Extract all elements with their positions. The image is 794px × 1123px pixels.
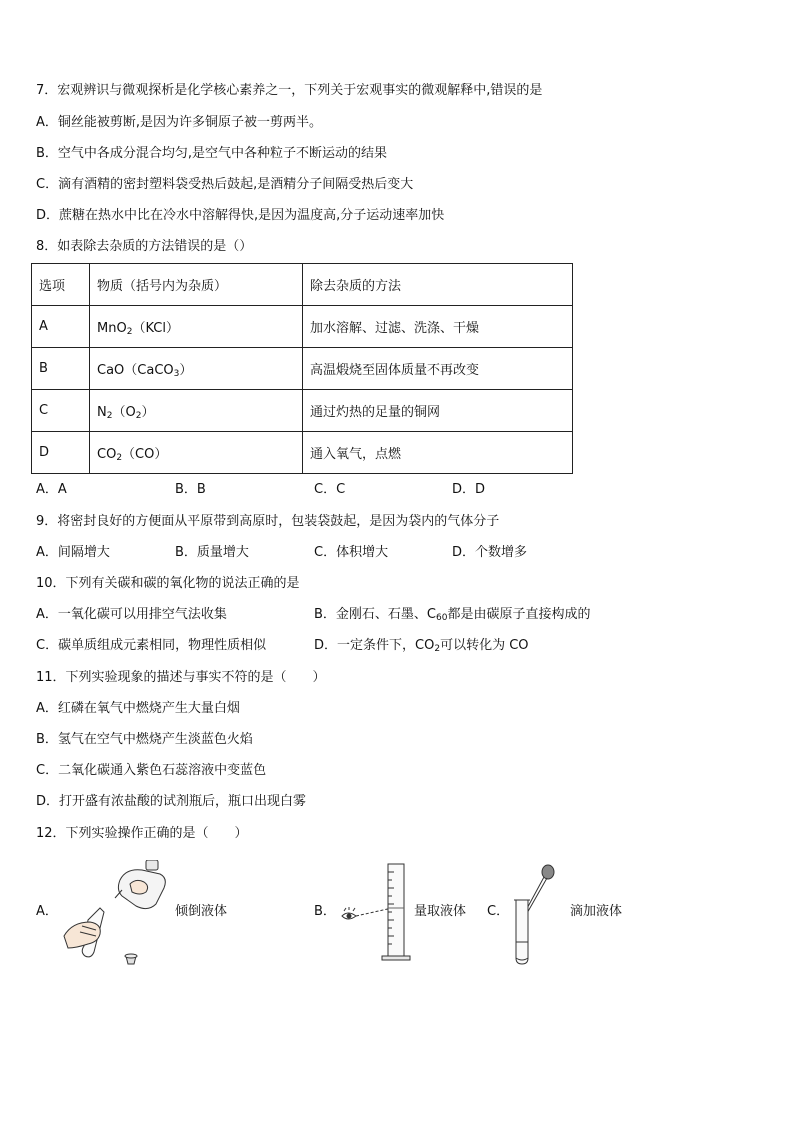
table-row — [32, 432, 573, 474]
subscript: 2 — [126, 326, 133, 337]
q10-answer-b — [314, 606, 590, 627]
header-option: 选项 — [32, 264, 90, 306]
formula: ） — [141, 404, 155, 420]
q8-answer-a: A．A — [36, 482, 67, 497]
header-method: 除去杂质的方法 — [303, 264, 573, 306]
q9-answer-b: B．质量增大 — [175, 545, 249, 560]
row-method: 高温煅烧至固体质量不再改变 — [303, 348, 573, 390]
formula: （KCl） — [132, 320, 179, 336]
formula: （CO） — [122, 446, 168, 462]
q8-table — [31, 263, 573, 474]
subscript: 2 — [116, 452, 123, 463]
q11-stem: 11．下列实验现象的描述与事实不符的是（ ） — [36, 670, 326, 685]
q9-answer-a: A．间隔增大 — [36, 545, 110, 560]
q10-answer-c: C．碳单质组成元素相同，物理性质相似 — [36, 638, 267, 653]
q10-answer-d — [314, 637, 529, 658]
row-method: 加水溶解、过滤、洗涤、干燥 — [303, 306, 573, 348]
subscript: 3 — [173, 368, 180, 379]
q8-answer-b: B．B — [175, 482, 206, 497]
text: B．金刚石、石墨、C — [314, 607, 436, 622]
q9-answer-d: D．个数增多 — [452, 545, 528, 560]
q7-stem: 7．宏观辨识与微观探析是化学核心素养之一，下列关于宏观事实的微观解释中,错误的是 — [36, 83, 543, 98]
table-row — [32, 348, 573, 390]
q7-option-d: D．蔗糖在热水中比在冷水中溶解得快,是因为温度高,分子运动速率加快 — [36, 208, 445, 223]
text: 都是由碳原子直接构成的 — [447, 607, 591, 622]
formula: （O — [112, 404, 136, 420]
table-row — [32, 306, 573, 348]
row-option: B — [32, 348, 90, 390]
dropper-figure — [508, 862, 562, 966]
row-method: 通过灼热的足量的铜网 — [303, 390, 573, 432]
q12-caption-c: 滴加液体 — [570, 904, 623, 919]
subscript: 2 — [106, 410, 113, 421]
pouring-liquid-figure — [60, 860, 170, 970]
q8-stem: 8．如表除去杂质的方法错误的是（） — [36, 239, 253, 254]
q7-option-c: C．滴有酒精的密封塑料袋受热后鼓起,是酒精分子间隔受热后变大 — [36, 177, 414, 192]
q8-answer-d: D．D — [452, 482, 486, 497]
row-option: C — [32, 390, 90, 432]
q10-stem: 10．下列有关碳和碳的氧化物的说法正确的是 — [36, 576, 300, 591]
q9-answer-c: C．体积增大 — [314, 545, 389, 560]
q7-option-a: A．铜丝能被剪断,是因为许多铜原子被一剪两半。 — [36, 115, 323, 130]
q11-option-d: D．打开盛有浓盐酸的试剂瓶后，瓶口出现白雾 — [36, 794, 307, 809]
q12-caption-a: 倾倒液体 — [175, 904, 228, 919]
text: D．一定条件下，CO — [314, 638, 435, 653]
q11-option-a: A．红磷在氧气中燃烧产生大量白烟 — [36, 701, 240, 716]
formula: CO — [97, 446, 117, 462]
q12-label-b: B． — [314, 904, 336, 919]
q11-option-b: B．氢气在空气中燃烧产生淡蓝色火焰 — [36, 732, 253, 747]
row-method: 通入氧气，点燃 — [303, 432, 573, 474]
q8-answer-c: C．C — [314, 482, 346, 497]
q12-caption-b: 量取液体 — [414, 904, 467, 919]
subscript: 60 — [436, 613, 448, 623]
subscript: 2 — [434, 644, 441, 654]
q9-stem: 9．将密封良好的方便面从平原带到高原时，包装袋鼓起，是因为袋内的气体分子 — [36, 514, 500, 529]
formula: MnO — [97, 320, 127, 336]
row-substance — [90, 390, 303, 432]
q12-label-a: A． — [36, 904, 58, 919]
row-substance — [90, 348, 303, 390]
table-header-row — [32, 264, 573, 306]
q12-stem: 12．下列实验操作正确的是（ ） — [36, 826, 248, 841]
graduated-cylinder-figure — [336, 862, 416, 964]
table-row — [32, 390, 573, 432]
text: 可以转化为 CO — [440, 638, 529, 653]
row-option: A — [32, 306, 90, 348]
q10-answer-a: A．一氧化碳可以用排空气法收集 — [36, 607, 227, 622]
q11-option-c: C．二氧化碳通入紫色石蕊溶液中变蓝色 — [36, 763, 267, 778]
formula: N — [97, 404, 107, 420]
subscript: 2 — [135, 410, 142, 421]
q7-option-b: B．空气中各成分混合均匀,是空气中各种粒子不断运动的结果 — [36, 146, 388, 161]
q12-label-c: C． — [487, 904, 510, 919]
formula: ） — [179, 362, 193, 378]
row-option: D — [32, 432, 90, 474]
row-substance — [90, 306, 303, 348]
header-substance: 物质（括号内为杂质） — [90, 264, 303, 306]
formula: CaO（CaCO — [97, 362, 174, 378]
row-substance — [90, 432, 303, 474]
